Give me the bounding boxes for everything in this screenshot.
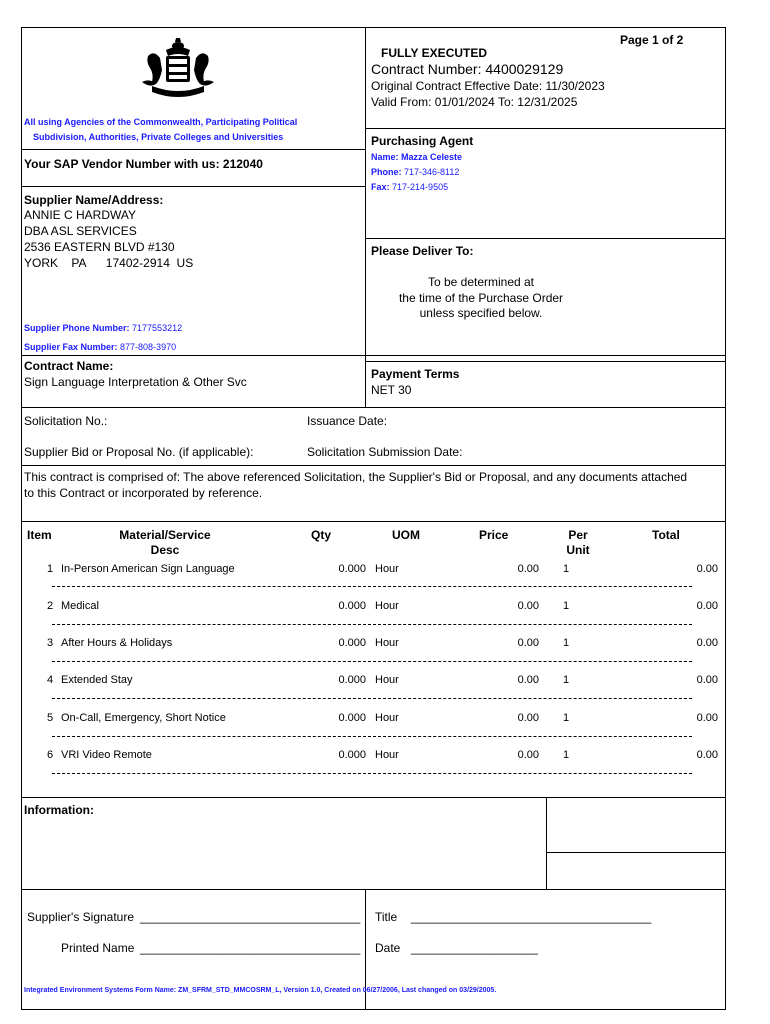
item-desc: After Hours & Holidays (61, 637, 173, 649)
payment-terms-heading: Payment Terms (371, 367, 460, 381)
divider-right-2 (365, 238, 726, 239)
col-header-desc-2: Desc (150, 543, 180, 557)
divider-right-3 (365, 361, 726, 362)
item-total: 0.00 (696, 637, 718, 649)
divider-left-1 (21, 149, 365, 150)
item-price: 0.00 (517, 674, 539, 686)
item-qty: 0.000 (338, 712, 366, 724)
form-footer: Integrated Environment Systems Form Name: ZM_SFRM_STD_MMCOSRM_L, Version 1.0, Created on 06/27/2006, Last changed on 03/29/2005. (24, 987, 497, 994)
supplier-fax: Supplier Fax Number: 877-808-3970 (24, 342, 177, 352)
supplier-heading: Supplier Name/Address: (24, 193, 164, 207)
item-desc: On-Call, Emergency, Short Notice (61, 712, 226, 724)
item-per-unit: 1 (563, 637, 570, 649)
title-line[interactable]: ____________________________________ (411, 910, 652, 924)
item-qty: 0.000 (338, 749, 366, 761)
col-header-per-1: Per (568, 528, 588, 542)
deliver-line-1: To be determined at (427, 275, 535, 289)
bid-proposal-no: Supplier Bid or Proposal No. (if applicable): (24, 445, 254, 459)
solicitation-no: Solicitation No.: (24, 414, 108, 428)
valid-dates: Valid From: 01/01/2024 To: 12/31/2025 (371, 95, 578, 109)
col-header-item: Item (27, 528, 52, 542)
divider-left-2 (21, 186, 365, 187)
submission-date: Solicitation Submission Date: (307, 445, 463, 459)
supplier-line-1: ANNIE C HARDWAY (24, 208, 137, 222)
comprised-line-2: to this Contract or incorporated by reference. (24, 486, 263, 500)
item-number: 6 (47, 749, 54, 761)
pennsylvania-seal-icon (138, 36, 218, 100)
deliver-line-2: the time of the Purchase Order (398, 291, 564, 305)
item-per-unit: 1 (563, 600, 570, 612)
item-qty: 0.000 (338, 563, 366, 575)
purchasing-agent-heading: Purchasing Agent (371, 134, 474, 148)
item-uom: Hour (375, 712, 399, 724)
col-header-price: Price (479, 528, 509, 542)
divider-info-right (546, 852, 726, 853)
divider-full-2 (21, 407, 726, 408)
comprised-line-1: This contract is comprised of: The above referenced Solicitation, the Supplier's Bid or Proposal, and any documents attached (24, 470, 688, 484)
status-label: FULLY EXECUTED (381, 46, 488, 60)
item-qty: 0.000 (338, 637, 366, 649)
row-separator (52, 661, 692, 662)
item-uom: Hour (375, 749, 399, 761)
page-indicator: Page 1 of 2 (620, 33, 684, 47)
agencies-line-2: Subdivision, Authorities, Private Colleges and Universities (33, 132, 284, 142)
agent-name: Name: Mazza Celeste (371, 152, 463, 162)
divider-full-4 (21, 521, 726, 522)
divider-info-vertical (546, 797, 547, 889)
date-label: Date (375, 941, 401, 955)
item-price: 0.00 (517, 637, 539, 649)
item-total: 0.00 (696, 563, 718, 575)
col-header-qty: Qty (311, 528, 332, 542)
item-total: 0.00 (696, 712, 718, 724)
item-number: 3 (47, 637, 54, 649)
item-desc: Medical (61, 600, 99, 612)
divider-full-1 (21, 355, 726, 356)
divider-right-1 (365, 128, 726, 129)
supplier-signature-label: Supplier's Signature (27, 910, 135, 924)
item-total: 0.00 (696, 749, 718, 761)
item-number: 5 (47, 712, 54, 724)
col-header-desc-1: Material/Service (119, 528, 211, 542)
supplier-line-3: 2536 EASTERN BLVD #130 (24, 240, 175, 254)
row-separator (52, 624, 692, 625)
item-desc: In-Person American Sign Language (61, 563, 235, 575)
item-price: 0.00 (517, 749, 539, 761)
item-price: 0.00 (517, 563, 539, 575)
item-uom: Hour (375, 600, 399, 612)
item-desc: Extended Stay (61, 674, 133, 686)
original-effective-date: Original Contract Effective Date: 11/30/2023 (371, 79, 605, 93)
row-separator (52, 773, 692, 774)
item-number: 1 (47, 563, 54, 575)
item-per-unit: 1 (563, 674, 570, 686)
deliver-line-3: unless specified below. (419, 306, 543, 320)
printed-name-line[interactable]: _________________________________ (140, 941, 361, 955)
contract-name-heading: Contract Name: (24, 359, 114, 373)
divider-full-5 (21, 797, 726, 798)
item-uom: Hour (375, 674, 399, 686)
col-header-total: Total (652, 528, 680, 542)
supplier-signature-line[interactable]: _________________________________ (140, 910, 361, 924)
date-line[interactable]: ___________________ (411, 941, 538, 955)
item-per-unit: 1 (563, 563, 570, 575)
item-per-unit: 1 (563, 749, 570, 761)
item-number: 2 (47, 600, 54, 612)
col-header-uom: UOM (392, 528, 420, 542)
sap-vendor-number: Your SAP Vendor Number with us: 212040 (24, 157, 263, 171)
item-price: 0.00 (517, 712, 539, 724)
divider-vertical-main (365, 27, 366, 407)
item-number: 4 (47, 674, 54, 686)
agent-fax: Fax: 717-214-9505 (371, 182, 449, 192)
supplier-line-4: YORK PA 17402-2914 US (24, 256, 194, 270)
agent-phone: Phone: 717-346-8112 (371, 167, 460, 177)
divider-full-3 (21, 465, 726, 466)
payment-terms-value: NET 30 (371, 383, 412, 397)
row-separator (52, 736, 692, 737)
col-header-per-2: Unit (566, 543, 590, 557)
item-total: 0.00 (696, 600, 718, 612)
row-separator (52, 586, 692, 587)
item-qty: 0.000 (338, 674, 366, 686)
supplier-line-2: DBA ASL SERVICES (24, 224, 137, 238)
title-label: Title (375, 910, 398, 924)
divider-full-6 (21, 889, 726, 890)
item-per-unit: 1 (563, 712, 570, 724)
item-qty: 0.000 (338, 600, 366, 612)
deliver-to-heading: Please Deliver To: (371, 244, 474, 258)
item-desc: VRI Video Remote (61, 749, 152, 761)
item-price: 0.00 (517, 600, 539, 612)
contract-number: Contract Number: 4400029129 (371, 61, 564, 77)
item-total: 0.00 (696, 674, 718, 686)
agencies-line-1: All using Agencies of the Commonwealth, Participating Political (24, 117, 298, 127)
information-heading: Information: (24, 803, 94, 817)
contract-name-value: Sign Language Interpretation & Other Svc (24, 375, 247, 389)
item-uom: Hour (375, 637, 399, 649)
row-separator (52, 698, 692, 699)
issuance-date: Issuance Date: (307, 414, 388, 428)
item-uom: Hour (375, 563, 399, 575)
supplier-phone: Supplier Phone Number: 7177553212 (24, 323, 183, 333)
printed-name-label: Printed Name (61, 941, 135, 955)
